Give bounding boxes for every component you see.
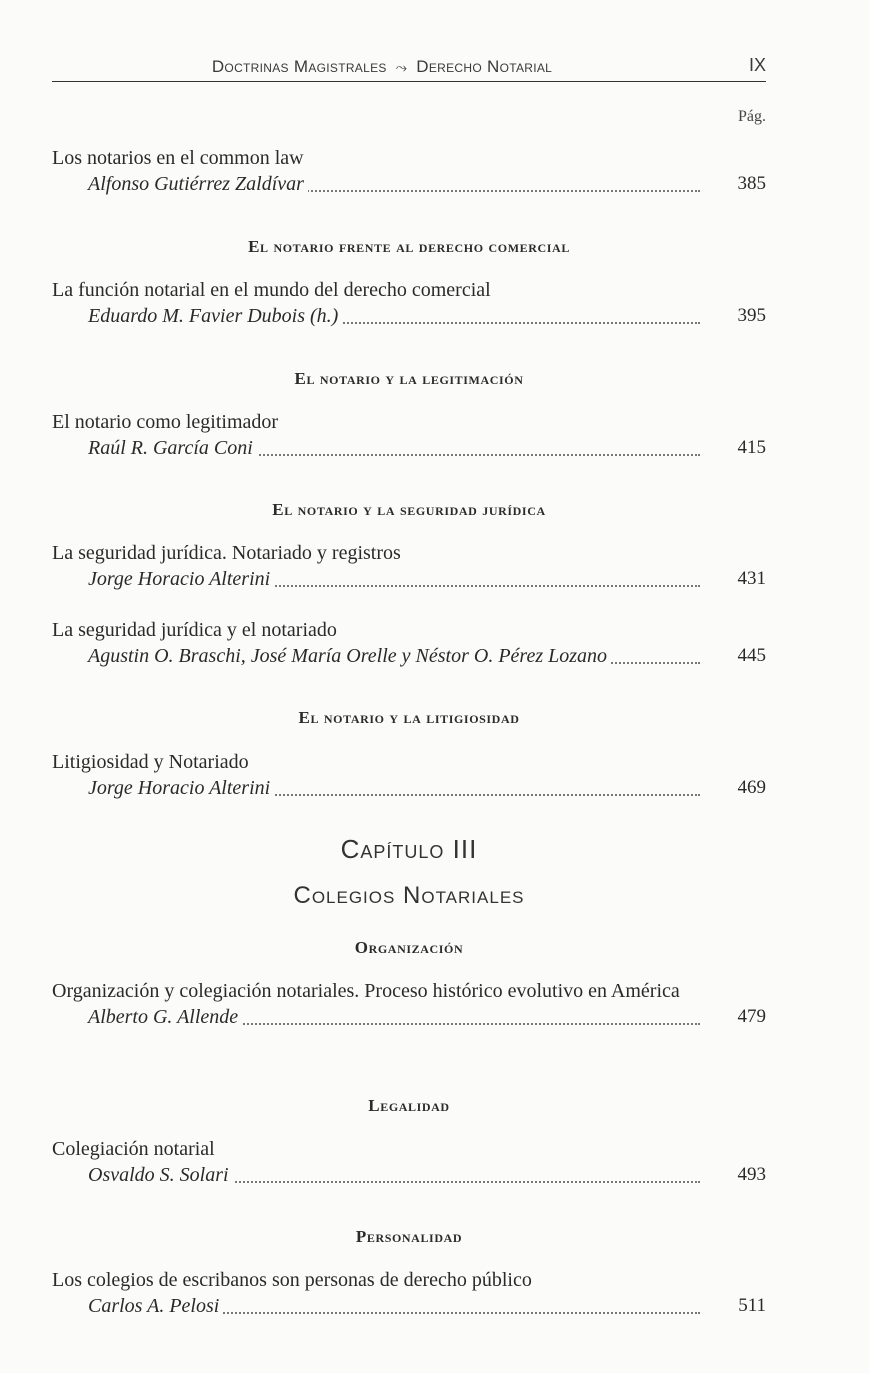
- section-heading: Organización: [354, 938, 464, 957]
- section-heading: Legalidad: [368, 1096, 450, 1115]
- toc-entry: [52, 749, 766, 801]
- toc-author-line: [88, 775, 766, 801]
- toc-entry-page: 431: [737, 568, 766, 589]
- toc-entry-page: 385: [737, 173, 766, 194]
- toc-author-line: [88, 1293, 766, 1319]
- toc-entry-title: Colegiación notarial: [52, 1138, 215, 1160]
- toc-entry-author: Jorge Horacio Alterini: [88, 566, 274, 592]
- toc-entry: [52, 978, 766, 1030]
- page-folio: IX: [748, 55, 766, 75]
- chapter-number: Capítulo III: [340, 834, 478, 864]
- toc-entry-author: Alberto G. Allende: [88, 1004, 242, 1030]
- toc-author-line: [88, 303, 766, 329]
- toc-author-line: [88, 643, 766, 669]
- running-head-section-title: Derecho Notarial: [416, 57, 553, 76]
- toc-entry: [52, 277, 766, 329]
- toc-entry-author: Osvaldo S. Solari: [88, 1162, 233, 1188]
- toc-entry: [52, 1267, 766, 1319]
- running-head: [52, 57, 766, 82]
- page-column-label: Pág.: [738, 108, 766, 125]
- toc-entry-page: 469: [737, 777, 766, 798]
- toc-entry-title: Litigiosidad y Notariado: [52, 751, 249, 773]
- toc-entry-author: Carlos A. Pelosi: [88, 1293, 223, 1319]
- toc-entry-title: La seguridad jurídica. Notariado y registros: [52, 542, 401, 564]
- toc-entry-page: 493: [737, 1164, 766, 1185]
- toc-entry-page: 395: [737, 305, 766, 326]
- section-heading: El notario y la litigiosidad: [298, 708, 520, 727]
- toc-author-line: [88, 171, 766, 197]
- toc-entry-page: 415: [737, 437, 766, 458]
- toc-entry-author: Agustin O. Braschi, José María Orelle y Néstor O. Pérez Lozano: [88, 643, 611, 669]
- toc-entry-title: Organización y colegiación notariales. Proceso histórico evolutivo en América: [52, 980, 680, 1002]
- toc-entry-title: La función notarial en el mundo del derecho comercial: [52, 279, 491, 301]
- toc-entry-author: Alfonso Gutiérrez Zaldívar: [88, 171, 308, 197]
- section-heading: El notario frente al derecho comercial: [248, 237, 570, 256]
- toc-entry-title: Los colegios de escribanos son personas de derecho público: [52, 1269, 532, 1291]
- toc-entry: [52, 1136, 766, 1188]
- toc-entry-author: Raúl R. García Coni: [88, 435, 257, 461]
- toc-entry: [52, 540, 766, 592]
- toc-author-line: [88, 1004, 766, 1030]
- running-head-book-title: Doctrinas Magistrales: [211, 57, 387, 76]
- toc-entry-author: Eduardo M. Favier Dubois (h.): [88, 303, 342, 329]
- toc-author-line: [88, 435, 766, 461]
- running-head-title: [52, 57, 712, 77]
- section-heading: El notario y la legitimación: [294, 369, 524, 388]
- section-heading: Personalidad: [355, 1227, 463, 1246]
- toc-entry-page: 445: [737, 645, 766, 666]
- toc-entry: [52, 145, 766, 197]
- toc-entry-author: Jorge Horacio Alterini: [88, 775, 274, 801]
- toc-entry: [52, 617, 766, 669]
- toc-entry-page: 479: [737, 1006, 766, 1027]
- section-heading: El notario y la seguridad jurídica: [272, 500, 546, 519]
- toc-author-line: [88, 1162, 766, 1188]
- toc-entry-title: Los notarios en el common law: [52, 147, 304, 169]
- toc-entry-page: 511: [738, 1295, 766, 1316]
- swash-ornament-icon: ⤳: [395, 59, 408, 75]
- toc-entry-title: La seguridad jurídica y el notariado: [52, 619, 337, 641]
- toc-author-line: [88, 566, 766, 592]
- toc-entry-title: El notario como legitimador: [52, 411, 279, 433]
- chapter-title: Colegios Notariales: [293, 882, 525, 909]
- toc-entry: [52, 409, 766, 461]
